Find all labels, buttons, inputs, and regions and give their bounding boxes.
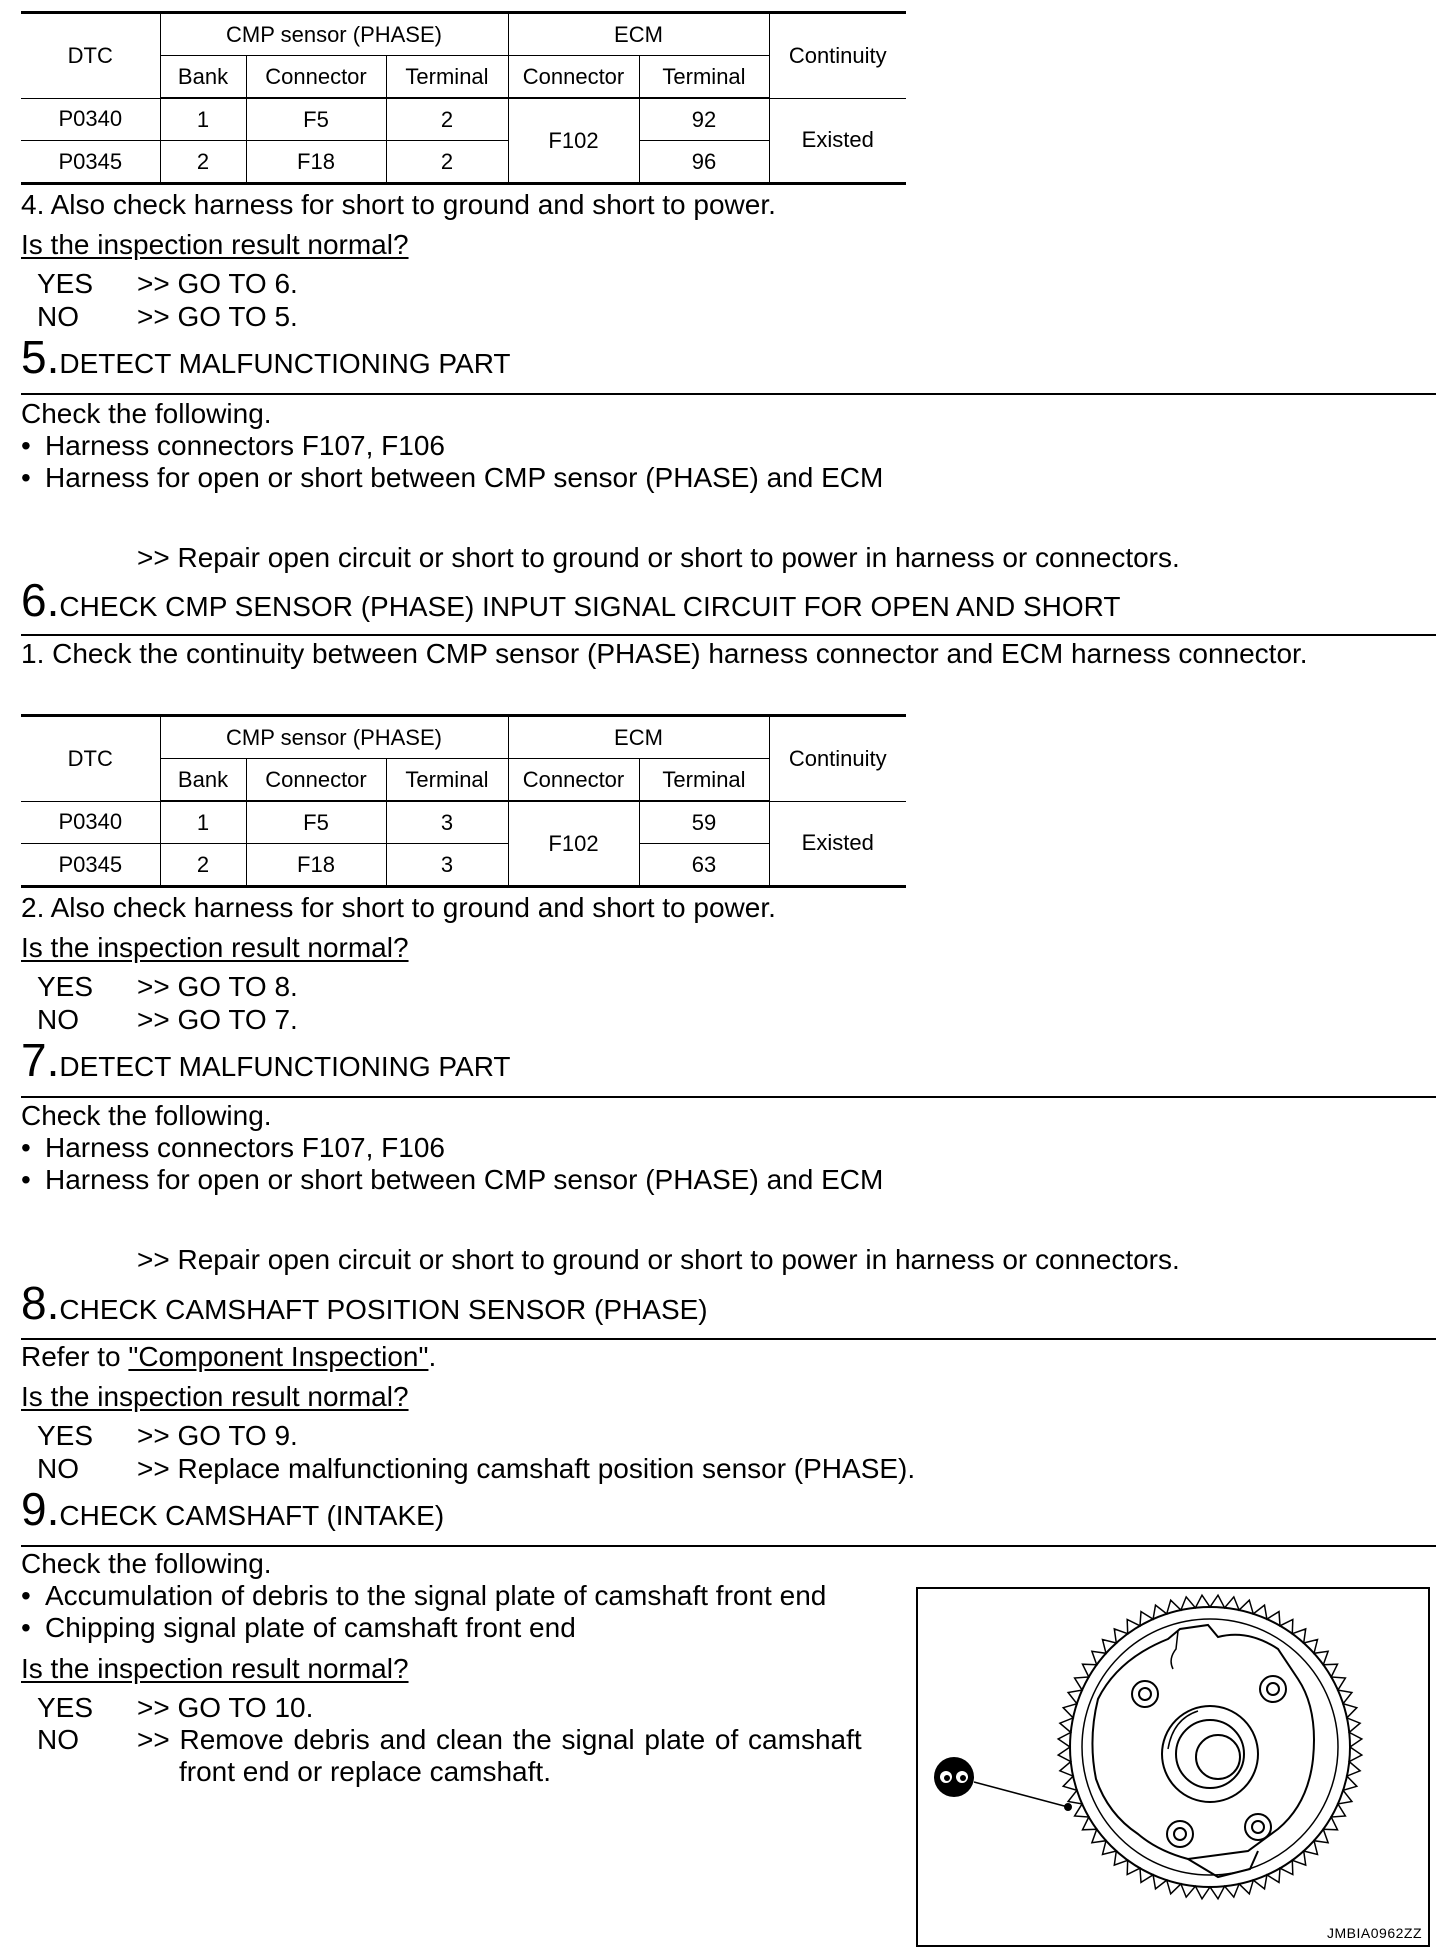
sprocket-teeth	[1058, 1595, 1362, 1899]
replace-instruction: >> Replace malfunctioning camshaft position sensor (PHASE).	[137, 1453, 916, 1484]
camshaft-signal-plate-figure	[916, 1587, 1430, 1947]
list-item: • Chipping signal plate of camshaft front end	[21, 1612, 576, 1643]
remove-debris-instruction: >> Remove debris and clean the signal plate of camshaft	[137, 1724, 862, 1755]
cell-bank: 1	[160, 98, 246, 141]
check-following: Check the following.	[21, 1100, 272, 1131]
inspection-question: Is the inspection result normal?	[21, 1653, 409, 1684]
cell-bank: 2	[160, 844, 246, 887]
list-item: • Harness for open or short between CMP sensor (PHASE) and ECM	[21, 1164, 884, 1195]
cell-ecm-terminal: 59	[639, 801, 769, 844]
yes-label: YES	[37, 1692, 94, 1723]
go-to-link[interactable]: >> GO TO 9.	[137, 1420, 298, 1451]
step-heading-5	[21, 331, 511, 383]
continuity-table-1	[21, 11, 906, 185]
cell-dtc: P0345	[21, 844, 160, 887]
camshaft-sprocket-illustration	[918, 1589, 1428, 1945]
header-terminal: Terminal	[386, 56, 508, 99]
cell-ecm-connector: F102	[508, 98, 639, 184]
header-continuity: Continuity	[769, 13, 906, 99]
cell-terminal: 3	[386, 844, 508, 887]
cell-dtc: P0340	[21, 801, 160, 844]
remove-debris-instruction-cont: front end or replace camshaft.	[179, 1756, 551, 1787]
check-following: Check the following.	[21, 1548, 272, 1579]
divider	[21, 393, 1436, 395]
answer-no	[37, 1453, 1037, 1485]
cell-connector: F18	[246, 141, 386, 184]
cell-ecm-terminal: 96	[639, 141, 769, 184]
repair-instruction: >> Repair open circuit or short to ground or short to power in harness or connectors.	[137, 1244, 1180, 1275]
step-number: 8.	[21, 1277, 60, 1329]
inspection-eye-icon	[934, 1757, 974, 1797]
step-number: 7.	[21, 1034, 60, 1086]
go-to-link[interactable]: >> GO TO 5.	[137, 301, 298, 332]
step-title: CHECK CAMSHAFT (INTAKE)	[59, 1500, 445, 1531]
cell-dtc: P0340	[21, 98, 160, 141]
cell-continuity: Existed	[769, 801, 906, 887]
no-label: NO	[37, 1453, 79, 1484]
go-to-link[interactable]: >> GO TO 10.	[137, 1692, 314, 1723]
cell-terminal: 3	[386, 801, 508, 844]
header-bank: Bank	[160, 759, 246, 802]
answer-yes	[37, 1692, 917, 1724]
list-item: • Harness connectors F107, F106	[21, 1132, 445, 1163]
table-row	[21, 98, 906, 141]
answer-no	[37, 1724, 917, 1788]
header-cmp-sensor: CMP sensor (PHASE)	[160, 716, 508, 759]
refer-line: Refer to "Component Inspection".	[21, 1341, 437, 1372]
go-to-link[interactable]: >> GO TO 7.	[137, 1004, 298, 1035]
header-ecm-connector: Connector	[508, 759, 639, 802]
header-ecm: ECM	[508, 716, 769, 759]
header-cmp-sensor: CMP sensor (PHASE)	[160, 13, 508, 56]
answer-yes	[37, 268, 637, 300]
header-ecm-terminal: Terminal	[639, 759, 769, 802]
cell-terminal: 2	[386, 141, 508, 184]
step-heading-9	[21, 1483, 445, 1535]
header-ecm: ECM	[508, 13, 769, 56]
no-label: NO	[37, 1004, 79, 1035]
divider	[21, 1096, 1436, 1098]
list-item: • Harness for open or short between CMP sensor (PHASE) and ECM	[21, 462, 884, 493]
header-dtc: DTC	[21, 13, 160, 99]
cell-ecm-terminal: 92	[639, 98, 769, 141]
header-ecm-terminal: Terminal	[639, 56, 769, 99]
cell-dtc: P0345	[21, 141, 160, 184]
step4-item4: 4. Also check harness for short to ground and short to power.	[21, 189, 776, 220]
header-dtc: DTC	[21, 716, 160, 802]
cell-bank: 1	[160, 801, 246, 844]
inspection-question: Is the inspection result normal?	[21, 1381, 409, 1412]
cell-bank: 2	[160, 141, 246, 184]
step6-item2: 2. Also check harness for short to ground and short to power.	[21, 892, 776, 923]
no-label: NO	[37, 301, 79, 332]
yes-label: YES	[37, 1420, 94, 1451]
header-ecm-connector: Connector	[508, 56, 639, 99]
divider	[21, 634, 1436, 636]
step-heading-7	[21, 1034, 511, 1086]
divider	[21, 1338, 1436, 1340]
divider	[21, 1545, 1436, 1547]
component-inspection-link[interactable]: "Component Inspection"	[128, 1341, 429, 1372]
cell-connector: F5	[246, 98, 386, 141]
repair-instruction: >> Repair open circuit or short to ground or short to power in harness or connectors.	[137, 542, 1180, 573]
answer-no	[37, 301, 637, 333]
step-heading-8	[21, 1277, 708, 1329]
step-title: CHECK CMP SENSOR (PHASE) INPUT SIGNAL CIRCUIT FOR OPEN AND SHORT	[59, 591, 1121, 622]
continuity-table-2	[21, 714, 906, 888]
step-title: DETECT MALFUNCTIONING PART	[59, 348, 511, 379]
yes-label: YES	[37, 268, 94, 299]
sprocket-tooth-outline	[1058, 1595, 1362, 1899]
inspection-question: Is the inspection result normal?	[21, 229, 409, 260]
cell-connector: F18	[246, 844, 386, 887]
cell-ecm-connector: F102	[508, 801, 639, 887]
header-bank: Bank	[160, 56, 246, 99]
step-number: 6.	[21, 574, 60, 626]
inspection-question: Is the inspection result normal?	[21, 932, 409, 963]
cell-terminal: 2	[386, 98, 508, 141]
step-title: CHECK CAMSHAFT POSITION SENSOR (PHASE)	[59, 1294, 708, 1325]
cell-connector: F5	[246, 801, 386, 844]
header-connector: Connector	[246, 56, 386, 99]
answer-no	[37, 1004, 637, 1036]
step-number: 9.	[21, 1483, 60, 1535]
cell-continuity: Existed	[769, 98, 906, 184]
step6-item1: 1. Check the continuity between CMP sensor (PHASE) harness connector and ECM harness connector.	[21, 638, 1308, 669]
cell-ecm-terminal: 63	[639, 844, 769, 887]
no-label: NO	[37, 1724, 79, 1755]
step-title: DETECT MALFUNCTIONING PART	[59, 1051, 511, 1082]
step-number: 5.	[21, 331, 60, 383]
list-item: • Accumulation of debris to the signal plate of camshaft front end	[21, 1580, 827, 1611]
header-connector: Connector	[246, 759, 386, 802]
figure-code: JMBIA0962ZZ	[1327, 1925, 1422, 1941]
go-to-link[interactable]: >> GO TO 8.	[137, 971, 298, 1002]
check-following: Check the following.	[21, 398, 272, 429]
answer-yes	[37, 971, 637, 1003]
answer-yes	[37, 1420, 1037, 1452]
header-continuity: Continuity	[769, 716, 906, 802]
table-row	[21, 801, 906, 844]
header-terminal: Terminal	[386, 759, 508, 802]
yes-label: YES	[37, 971, 94, 1002]
list-item: • Harness connectors F107, F106	[21, 430, 445, 461]
step-heading-6	[21, 574, 1121, 626]
go-to-link[interactable]: >> GO TO 6.	[137, 268, 298, 299]
